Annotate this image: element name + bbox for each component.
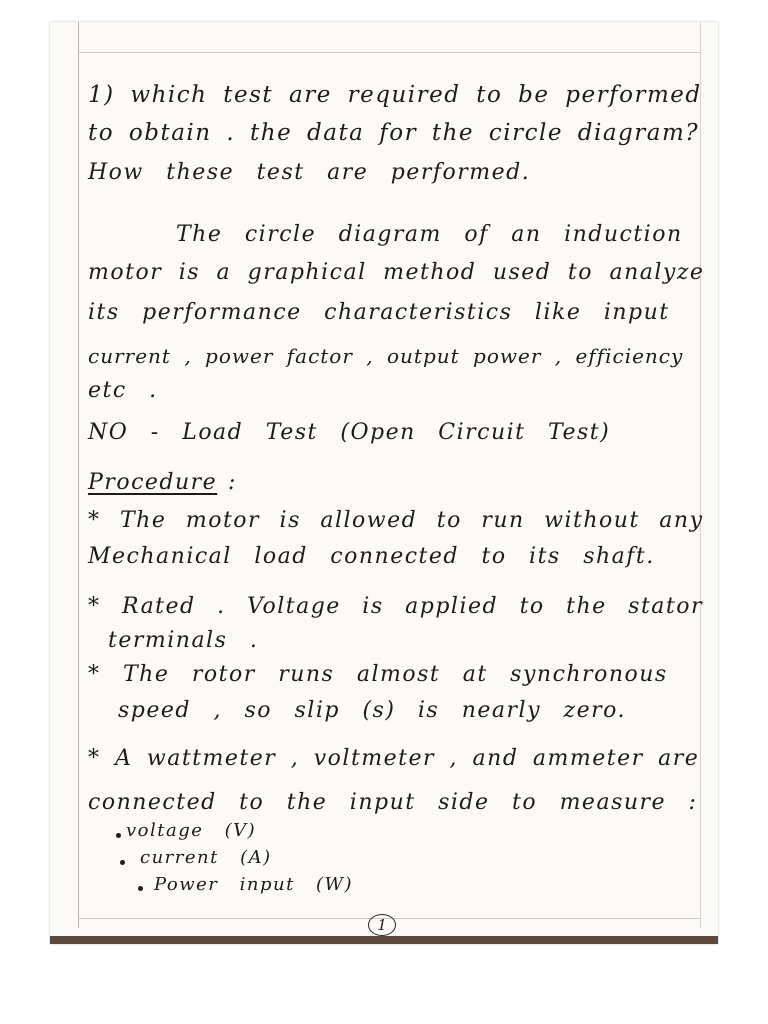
bullet-dot xyxy=(138,886,143,891)
measure-item-voltage: voltage (V) xyxy=(126,820,257,841)
procedure-heading: Procedure xyxy=(88,470,218,495)
left-margin-line xyxy=(78,22,79,928)
step-line-5: * The rotor runs almost at synchronous xyxy=(88,662,668,687)
step-line-7: * A wattmeter , voltmeter , and ammeter are xyxy=(88,746,700,771)
intro-line-5: etc . xyxy=(88,378,158,403)
bullet-dot xyxy=(120,860,125,865)
step-line-4: terminals . xyxy=(108,628,259,653)
question-line-2: to obtain . the data for the circle diagram? xyxy=(88,120,700,146)
intro-line-4: current , power factor , output power , efficiency xyxy=(88,344,684,368)
right-margin-line xyxy=(700,22,701,928)
procedure-colon: : xyxy=(228,470,237,495)
step-line-8: connected to the input side to measure : xyxy=(88,790,698,815)
top-rule-line xyxy=(78,52,700,53)
question-line-1: 1) which test are required to be performed xyxy=(88,82,702,108)
measure-item-power: Power input (W) xyxy=(154,874,354,895)
step-line-2: Mechanical load connected to its shaft. xyxy=(88,544,655,569)
measure-item-current: current (A) xyxy=(140,847,272,868)
step-line-3: * Rated . Voltage is applied to the stator xyxy=(88,594,704,619)
page-bottom-edge xyxy=(50,936,718,944)
intro-line-2: motor is a graphical method used to analyze xyxy=(88,260,705,285)
step-line-6: speed , so slip (s) is nearly zero. xyxy=(118,698,626,723)
intro-line-3: its performance characteristics like input xyxy=(88,300,670,325)
step-line-1: * The motor is allowed to run without any xyxy=(88,508,704,533)
intro-line-1: The circle diagram of an induction xyxy=(176,222,683,247)
page-number: 1 xyxy=(368,914,396,936)
bullet-dot xyxy=(116,833,121,838)
test-title: NO - Load Test (Open Circuit Test) xyxy=(88,420,611,445)
question-line-3: How these test are performed. xyxy=(88,160,531,185)
